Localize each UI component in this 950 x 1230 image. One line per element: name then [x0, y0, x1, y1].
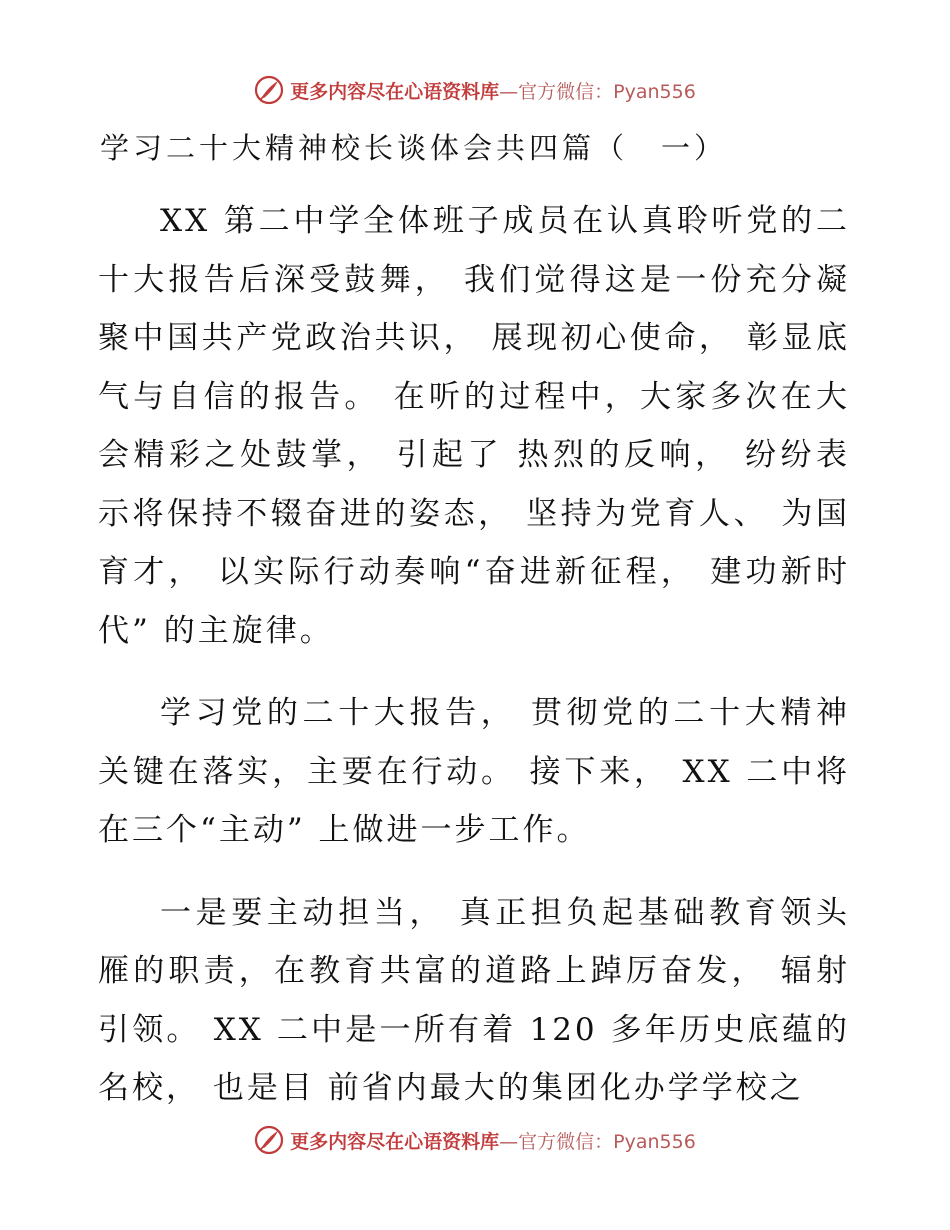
- watermark-main-text: 更多内容尽在心语资料库: [290, 80, 500, 103]
- document-body: [98, 192, 850, 1118]
- feather-pen-logo-icon: [254, 75, 284, 105]
- watermark-footer: [0, 1120, 950, 1160]
- watermark-wechat-text: —官方微信：Pyan556: [499, 80, 696, 103]
- document-title: 学习二十大精神校长谈体会共四篇（ 一）: [100, 131, 728, 165]
- watermark-header: [0, 70, 950, 110]
- paragraph-2: 学习党的二十大报告， 贯彻党的二十大精神关键在落实，主要在行动。 接下来， XX 二中将在三个“主动” 上做进一步工作。: [98, 695, 850, 848]
- watermark-main-text: 更多内容尽在心语资料库: [290, 1130, 500, 1153]
- paragraph-1: XX 第二中学全体班子成员在认真聆听党的二十大报告后深受鼓舞， 我们觉得这是一份充分凝聚中国共产党政治共识， 展现初心使命， 彰显底气与自信的报告。 在听的过程中，大家多次在大会精彩之处鼓掌， 引起了 热烈的反响， 纷纷表示将保持不辍奋进的姿态， 坚持为党育人、 为国育才， 以实际行动奏响“奋进新征程， 建功新时代” 的主旋律。: [98, 203, 850, 649]
- feather-pen-logo-icon: [254, 1125, 284, 1155]
- watermark-wechat-text: —官方微信：Pyan556: [499, 1130, 696, 1153]
- paragraph-3: 一是要主动担当， 真正担负起基础教育领头雁的职责，在教育共富的道路上踔厉奋发， 辐射引领。 XX 二中是一所有着 120 多年历史底蕴的名校， 也是目 前省内最大的集团化办学学校之: [98, 894, 850, 1106]
